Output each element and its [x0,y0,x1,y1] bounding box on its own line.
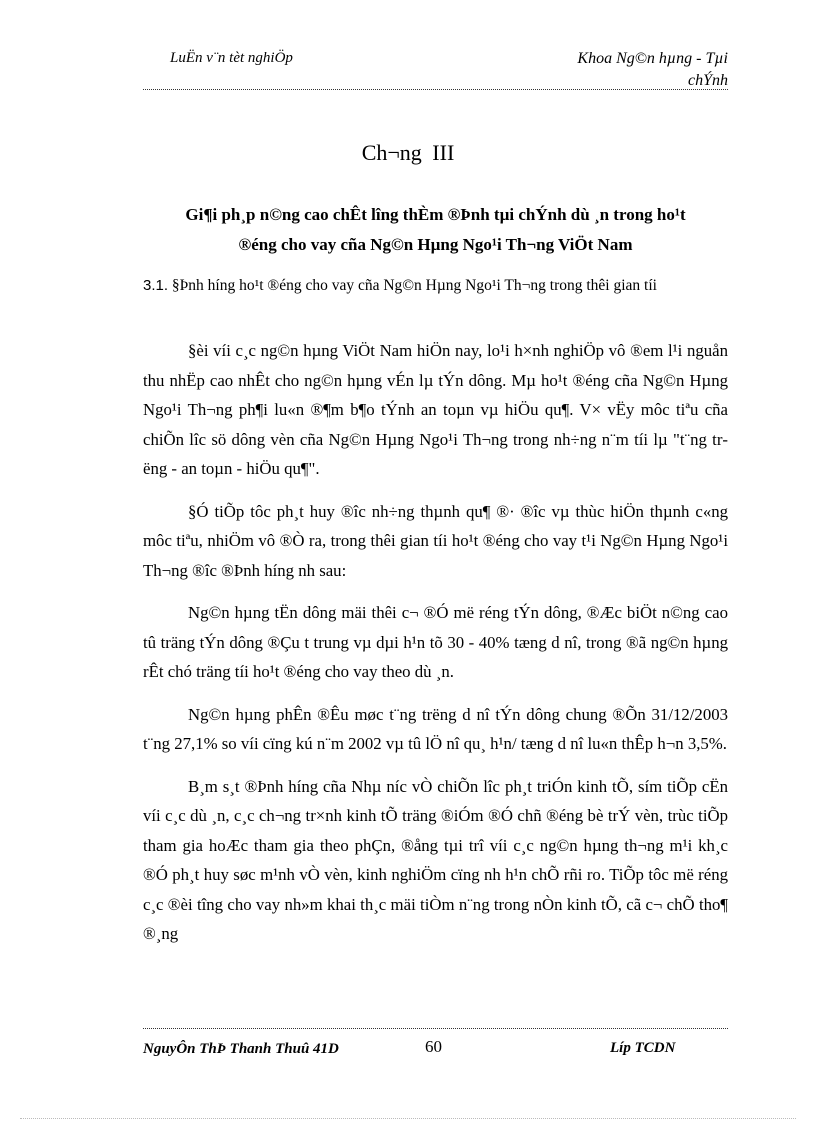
chapter-heading-line-1: Gi¶i ph¸p n©ng cao chÊt lîng thÈm ®Þnh tµi chÝnh dù ¸n trong ho¹t [185,205,686,224]
footer-class: Líp TCDN [610,1040,676,1056]
header-faculty-label: Khoa Ng©n hµng - Tµi chÝnh [577,50,728,89]
chapter-heading [143,200,728,260]
chapter-heading-line-2: ®éng cho vay cña Ng©n Hµng Ngo¹i Th¬ng ViÖt Nam [238,235,633,254]
body-text [143,336,728,962]
section-heading-text: §Þnh híng ho¹t ®éng cho vay cña Ng©n Hµng Ngo¹i Th¬ng trong thêi gian tíi [171,277,657,294]
paragraph: §èi víi c¸c ng©n hµng ViÖt Nam hiÖn nay, lo¹i h×nh nghiÖp vô ®em l¹i nguån thu nhËp cao nhÊt cho ng©n hµng vÉn lµ tÝn dông. Mµ ho¹t ®éng cña Ng©n Hµng Ngo¹i Th¬ng ph¶i lu«n ®¶m b¶o tÝnh an toµn vµ hiÖu qu¶. V× vËy môc tiªu cña chiÕn lîc sö dông vèn cña Ng©n Hµng Ngo¹i Th¬ng trong nh÷ng n¨m tíi lµ "t¨ng trëng - an toµn - hiÖu qu¶". [143,341,728,478]
paragraph: B¸m s¸t ®Þnh híng cña Nhµ níc vÒ chiÕn lîc ph¸t triÓn kinh tÕ, sím tiÕp cËn víi c¸c dù ¸n, c¸c ch¬ng tr×nh kinh tÕ träng ®iÓm ®Ó chñ ®éng bè trÝ vèn, trùc tiÕp tham gia hoÆc tham gia theo phÇn, ®ång tµi trî víi c¸c ng©n hµng th¬ng m¹i kh¸c ®Ó ph¸t huy søc m¹nh vÒ vèn, kinh nghiÖm cïng nh h¹n chÕ rñi ro. TiÕp tôc më réng c¸c ®èi tîng cho vay nh»m khai th¸c mäi tiÒm n¨ng trong nÒn kinh tÕ, cã c¬ chÕ tho¶ ®¸ng [143,776,728,943]
section-number: 3.1. [143,277,169,294]
footer-divider [143,1028,728,1029]
header-thesis-label: LuËn v¨n tèt nghiÖp [170,50,293,66]
page-bottom-edge [20,1118,796,1119]
section-heading [143,272,728,299]
paragraph: §Ó tiÕp tôc ph¸t huy ®îc nh÷ng thµnh qu¶ ®· ®îc vµ thùc hiÖn thµnh c«ng môc tiªu, nhiÖm vô ®Ò ra, trong thêi gian tíi ho¹t ®éng cho vay t¹i Ng©n Hµng Ngo¹i Th¬ng ®îc ®Þnh híng nh sau: [143,501,728,580]
paragraph: Ng©n hµng tËn dông mäi thêi c¬ ®Ó më réng tÝn dông, ®Æc biÖt n©ng cao tû träng tÝn dông ®Çu t trung vµ dµi h¹n tõ 30 - 40% tæng d nî, trong ®ã ng©n hµng rÊt chó träng tíi ho¹t ®éng cho vay theo dù ¸n. [143,603,728,681]
footer-author: NguyÔn ThÞ Thanh Thuû 41D [143,1041,339,1057]
paragraph: Ng©n hµng phÊn ®Êu møc t¨ng trëng d nî tÝn dông chung ®Õn 31/12/2003 t¨ng 27,1% so víi cïng kú n¨m 2002 vµ tû lÖ nî qu¸ h¹n/ tæng d nî lu«n thÊp h¬n 3,5%. [143,704,728,753]
header-divider [143,89,728,90]
page-number: 60 [425,1037,442,1056]
chapter-title: Ch¬ng III [361,140,455,165]
